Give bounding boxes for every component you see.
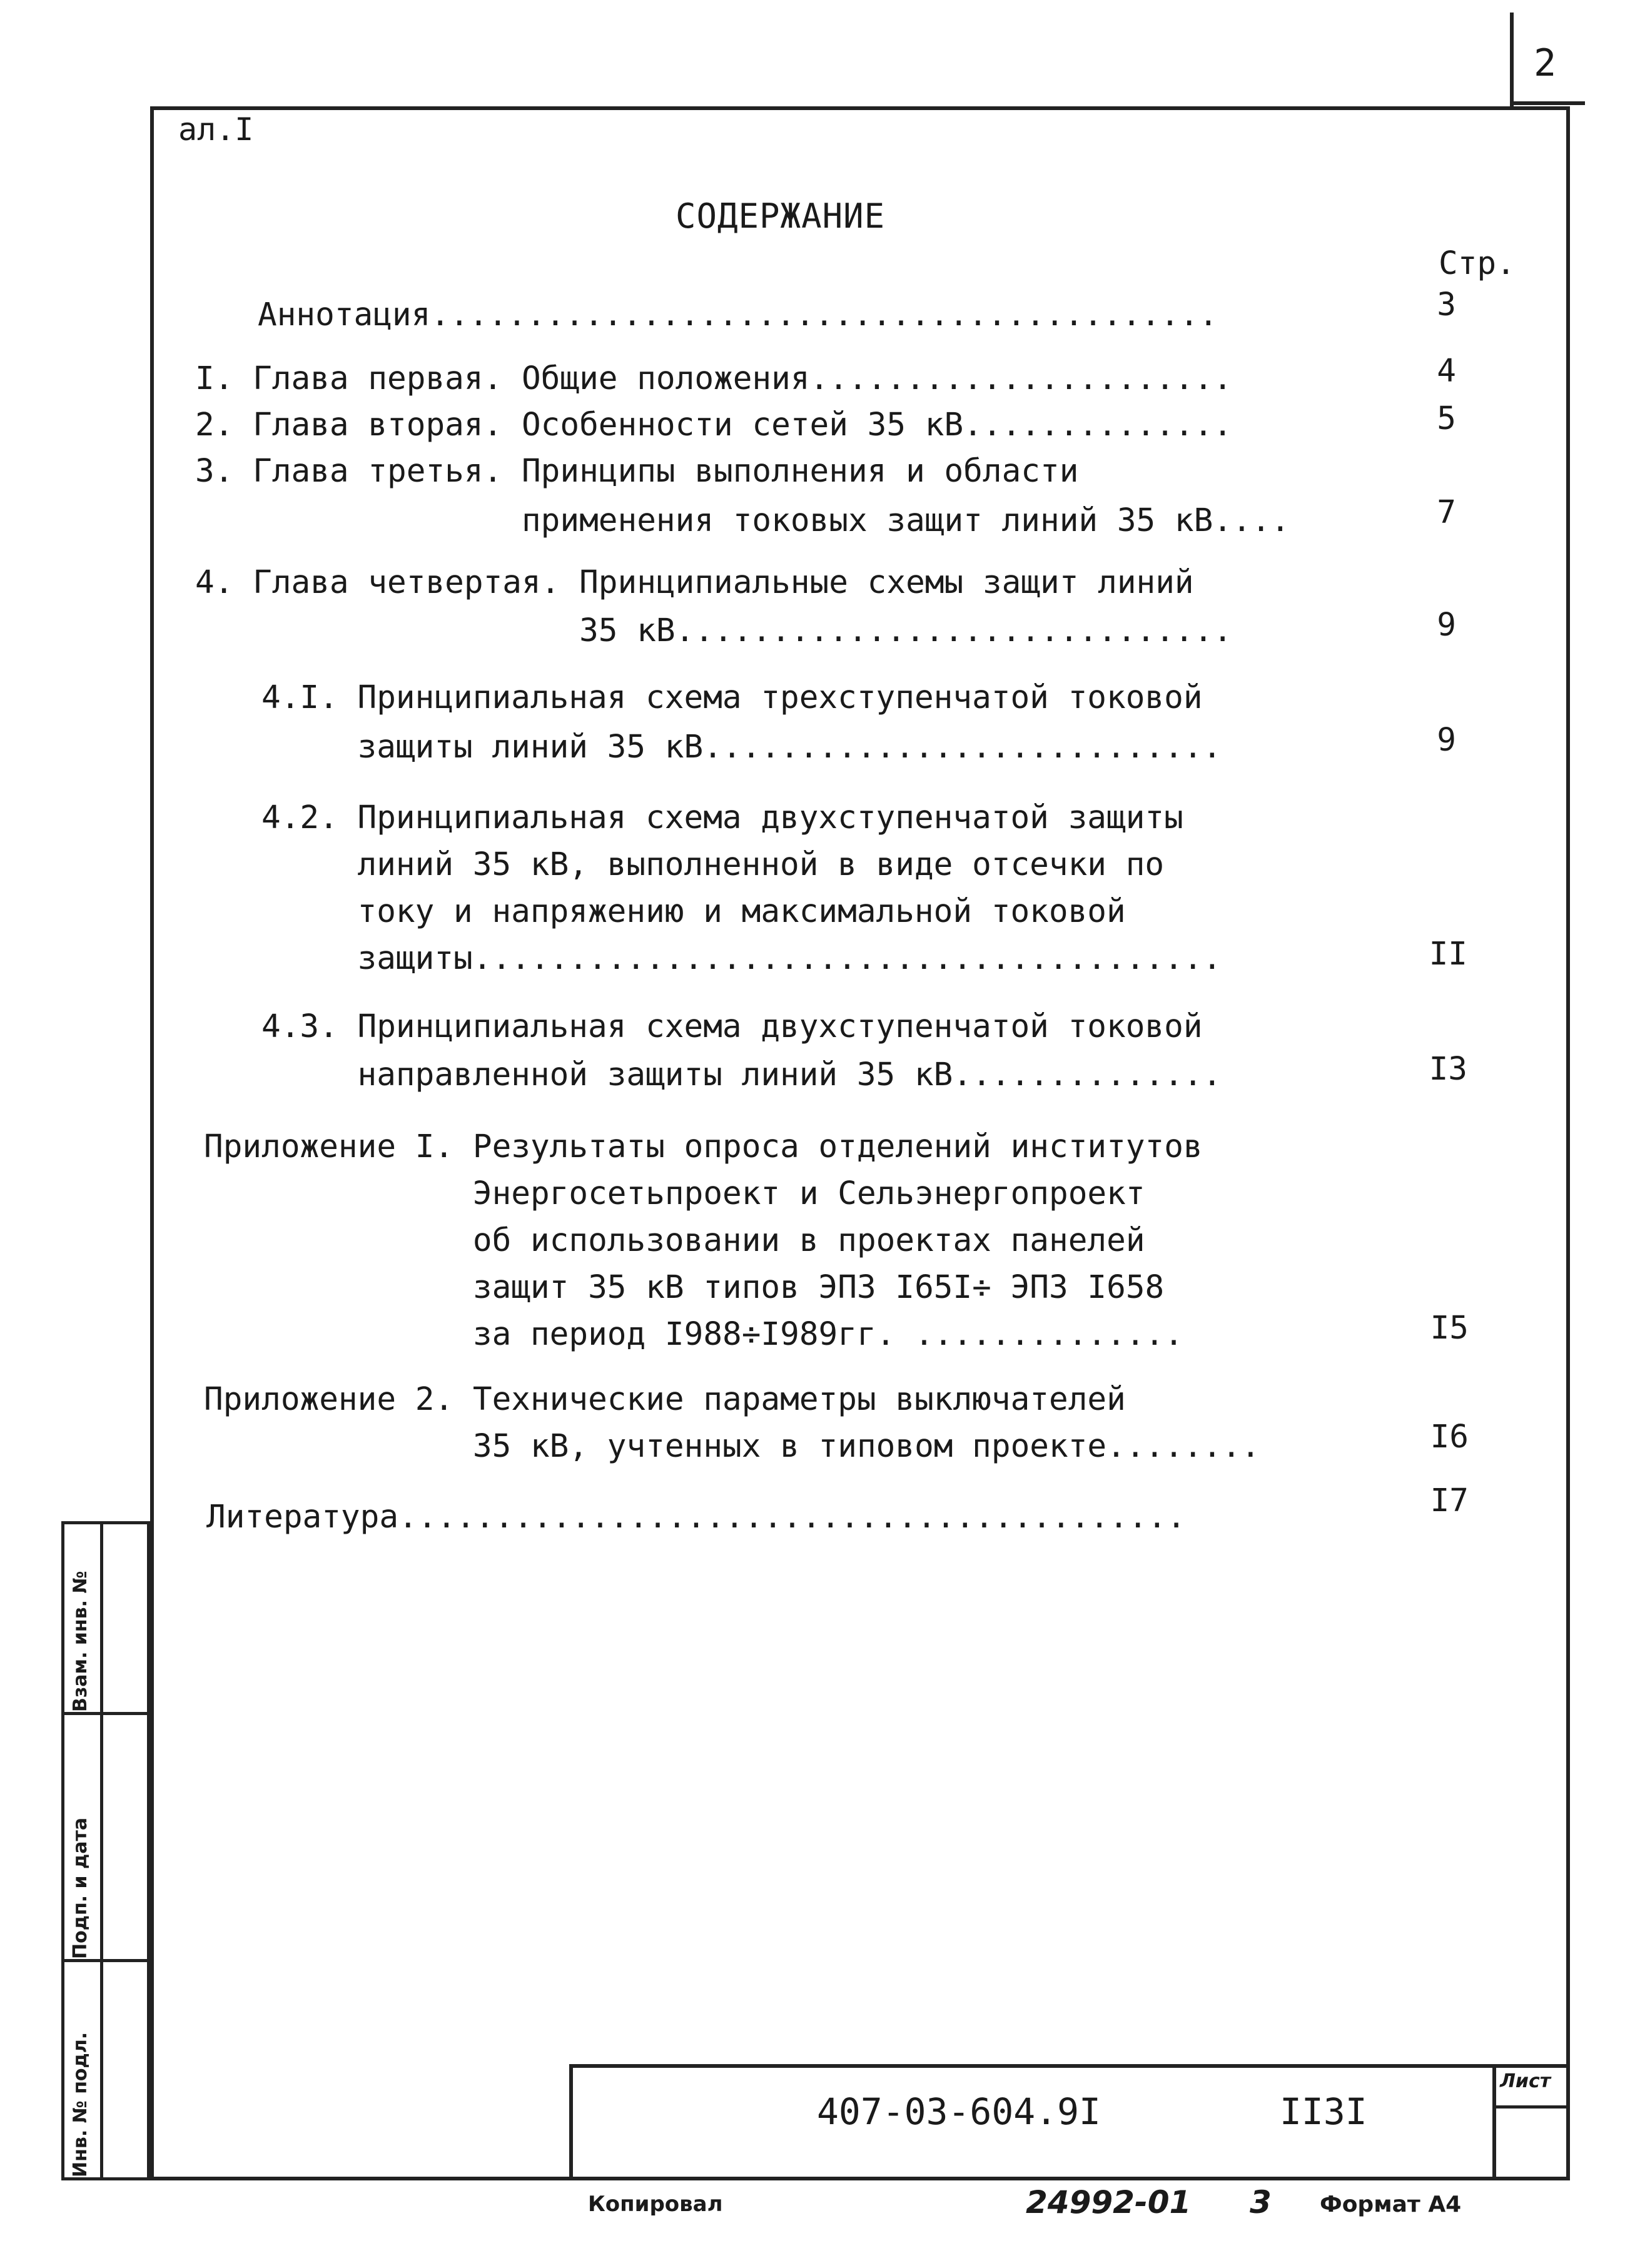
toc-page: II [1429, 936, 1467, 973]
footer-copied: Копировал [588, 2192, 723, 2217]
toc-page: 9 [1437, 607, 1456, 644]
album-code: IIЗI [1280, 2090, 1367, 2133]
toc-page: 4 [1437, 353, 1456, 390]
document-title: СОДЕРЖАНИЕ [676, 196, 886, 236]
toc-page: I6 [1430, 1419, 1469, 1455]
margin-label-podp: Подп. и дата [69, 1817, 91, 1959]
page-column-header: Стр. [1439, 245, 1516, 282]
toc-page: I7 [1430, 1482, 1469, 1519]
toc-entry-ch4: 4. Глава четвертая. Принципиальные схемы защит линий 35 кВ............................. [195, 564, 1233, 649]
toc-page: I5 [1430, 1310, 1469, 1347]
margin-cell-vzam [61, 1521, 150, 1715]
margin-label-vzam: Взам. инв. № [69, 1571, 91, 1712]
doc-code: 407-03-604.9I [817, 2090, 1101, 2133]
toc-entry-ch1: I. Глава первая. Общие положения...................... [195, 360, 1233, 397]
sheet-cell-label: Лист [1500, 2070, 1551, 2092]
toc-page: I3 [1429, 1051, 1467, 1088]
toc-entry-4-1: 4.I. Принципиальная схема трехступенчатой токовой защиты линий 35 кВ........................... [261, 679, 1222, 766]
page-number-divider [1510, 13, 1514, 106]
title-block [569, 2064, 1570, 2180]
toc-page: 7 [1437, 494, 1456, 531]
toc-entry-appendix-2: Приложение 2. Технические параметры выключателей 35 кВ, учтенных в типовом проекте........ [204, 1381, 1260, 1465]
margin-cell-podp [61, 1712, 150, 1962]
page-number: 2 [1534, 41, 1557, 85]
margin-cell-inv [61, 1959, 150, 2180]
toc-entry-4-3: 4.3. Принципиальная схема двухступенчатой токовой направленной защиты линий 35 кВ.............. [261, 1008, 1222, 1093]
toc-entry-4-2: 4.2. Принципиальная схема двухступенчатой защиты линий 35 кВ, выполненной в виде отсечки по току и напряжению и максимальной токовой защиты....................................... [261, 799, 1222, 977]
top-right-line [1510, 101, 1585, 105]
footer-sheet: 3 [1250, 2184, 1272, 2220]
toc-entry-appendix-1: Приложение I. Результаты опроса отделений институтов Энергосетьпроект и Сельэнергопроект об использовании в проектах панелей защит 35 кВ типов ЭПЗ I65I÷ ЭПЗ I658 за период I988÷I989гг. .............. [204, 1128, 1203, 1353]
footer-order-number: 24992-01 [1026, 2184, 1192, 2220]
toc-entry-ch2: 2. Глава вторая. Особенности сетей 35 кВ.............. [195, 407, 1233, 443]
margin-label-inv: Инв. № подл. [69, 2032, 91, 2177]
toc-entry-ch3: 3. Глава третья. Принципы выполнения и области применения токовых защит линий 35 кВ.... [195, 453, 1290, 539]
toc-entry-annotation: Аннотация......................................... [258, 296, 1218, 333]
toc-entry-literature: Литература......................................... [206, 1499, 1186, 1536]
toc-page: 9 [1437, 722, 1456, 759]
toc-page: 3 [1437, 286, 1456, 323]
sheet-cell [1492, 2068, 1566, 2177]
footer-format: Формат А4 [1320, 2192, 1462, 2217]
sheet-label: ал.I [178, 111, 254, 148]
toc-page: 5 [1437, 400, 1456, 437]
